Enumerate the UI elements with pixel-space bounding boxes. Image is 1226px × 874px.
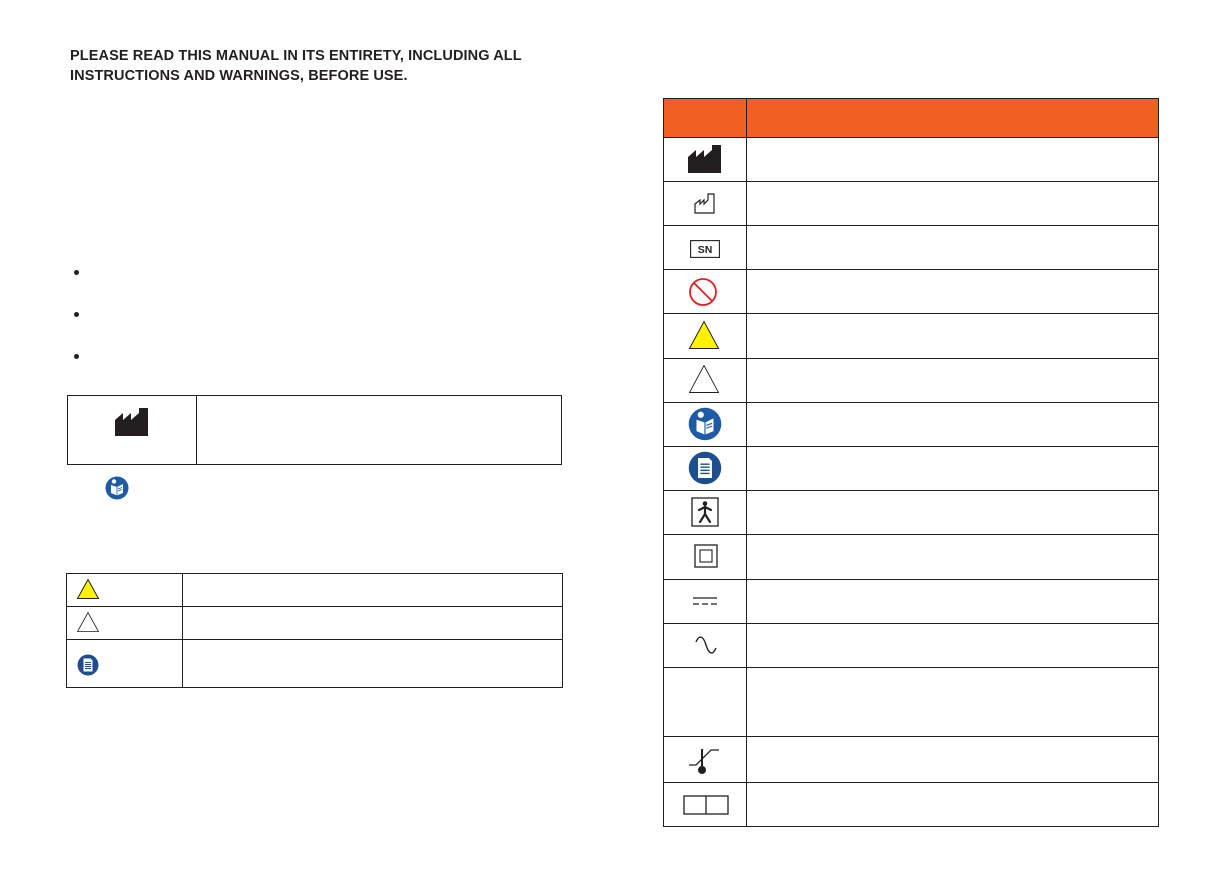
- blank-icon: [690, 680, 720, 720]
- symbols-row-line: [663, 225, 1159, 226]
- bullet-1: [74, 270, 79, 275]
- caution-legend-table: [66, 573, 563, 688]
- symbols-table-header: [664, 99, 1158, 137]
- manufacturer-box-divider: [196, 395, 197, 465]
- bullet-2: [74, 312, 79, 317]
- symbols-row-line: [663, 736, 1159, 737]
- symbols-row-line: [663, 313, 1159, 314]
- caution-triangle-yellow-icon: [688, 320, 720, 350]
- manual-document-icon: [77, 654, 99, 676]
- warning-line-1: PLEASE READ THIS MANUAL IN ITS ENTIRETY, INCLUDING ALL: [70, 48, 522, 64]
- read-instructions-icon: [105, 476, 129, 500]
- prohibition-icon: [688, 277, 718, 307]
- manual-document-icon: [688, 451, 722, 485]
- type-bf-applied-part-icon: [691, 497, 719, 527]
- manufacturer-icon: [113, 406, 151, 438]
- temperature-limit-icon: [687, 743, 721, 777]
- legend-row-line-2: [66, 639, 563, 640]
- symbols-row-line: [663, 446, 1159, 447]
- symbols-table-column-divider: [746, 98, 747, 827]
- manufacturer-icon: [686, 143, 724, 175]
- legend-divider: [182, 573, 183, 688]
- split-box-icon: [683, 795, 729, 815]
- symbols-row-line: [663, 667, 1159, 668]
- read-instructions-icon: [688, 407, 722, 441]
- class-ii-equipment-icon: [694, 544, 718, 568]
- symbols-row-line: [663, 623, 1159, 624]
- legend-row-line-1: [66, 606, 563, 607]
- caution-triangle-yellow-icon: [76, 578, 100, 600]
- symbols-row-line: [663, 181, 1159, 182]
- read-manual-warning: [70, 46, 570, 86]
- symbols-row-line: [663, 358, 1159, 359]
- serial-number-icon: [690, 240, 720, 258]
- date-of-manufacture-icon: [692, 190, 718, 216]
- symbols-row-line: [663, 490, 1159, 491]
- symbols-row-line: [663, 137, 1159, 138]
- symbols-row-line: [663, 579, 1159, 580]
- caution-triangle-outline-icon: [76, 611, 100, 633]
- symbols-row-line: [663, 782, 1159, 783]
- serial-number-label: SN: [697, 244, 713, 256]
- direct-current-icon: [692, 595, 718, 607]
- warning-line-2: INSTRUCTIONS AND WARNINGS, BEFORE USE.: [70, 68, 408, 84]
- caution-triangle-outline-icon: [688, 364, 720, 394]
- bullet-3: [74, 354, 79, 359]
- symbols-table: [663, 98, 1159, 827]
- symbols-row-line: [663, 269, 1159, 270]
- alternating-current-icon: [694, 634, 718, 656]
- symbols-row-line: [663, 534, 1159, 535]
- symbols-row-line: [663, 402, 1159, 403]
